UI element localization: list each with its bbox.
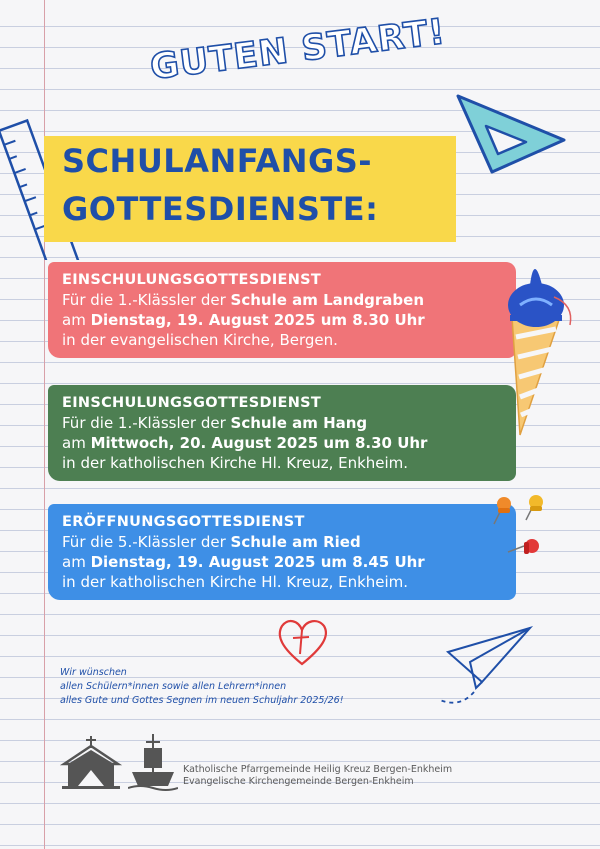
- school-cone-icon: [490, 245, 580, 445]
- service-heading: EINSCHULUNGSGOTTESDIENST: [62, 395, 322, 411]
- service-audience: Für die 1.-Klässler der Schule am Hang: [62, 414, 368, 432]
- paper-plane-icon: [430, 622, 540, 712]
- school-name: Schule am Ried: [230, 533, 361, 551]
- school-name: Schule am Landgraben: [230, 291, 425, 309]
- wishes-line-2: allen Schülern*innen sowie allen Lehrern*innen: [60, 681, 287, 692]
- headline-guten-start: GUTEN START!: [148, 12, 448, 88]
- footer-protestant-parish: Evangelische Kirchengemeinde Bergen-Enkheim: [183, 776, 414, 787]
- service-datetime: am Dienstag, 19. August 2025 um 8.30 Uhr: [62, 311, 425, 329]
- service-card-3: [48, 504, 516, 600]
- service-card-2: [48, 385, 516, 481]
- set-square-icon: [452, 88, 572, 178]
- protestant-parish-logo-icon: [128, 732, 178, 792]
- date-time: Mittwoch, 20. August 2025 um 8.30 Uhr: [90, 434, 428, 452]
- service-location: in der katholischen Kirche Hl. Kreuz, Enkheim.: [62, 454, 409, 472]
- push-pins-icon: [486, 494, 556, 564]
- date-time: Dienstag, 19. August 2025 um 8.30 Uhr: [90, 311, 425, 329]
- wishes-line-1: Wir wünschen: [60, 667, 127, 678]
- service-location: in der evangelischen Kirche, Bergen.: [62, 331, 338, 349]
- footer-parishes: [183, 764, 452, 788]
- date-time: Dienstag, 19. August 2025 um 8.45 Uhr: [90, 553, 425, 571]
- wishes-line-3: alles Gute und Gottes Segnen im neuen Schuljahr 2025/26!: [60, 695, 344, 706]
- service-heading: ERÖFFNUNGSGOTTESDIENST: [62, 514, 305, 530]
- service-location: in der katholischen Kirche Hl. Kreuz, Enkheim.: [62, 573, 409, 591]
- wishes-text: [60, 666, 344, 708]
- service-audience: Für die 1.-Klässler der Schule am Landgraben: [62, 291, 425, 309]
- service-datetime: am Mittwoch, 20. August 2025 um 8.30 Uhr: [62, 434, 428, 452]
- heart-cross-icon: [272, 612, 332, 672]
- page-title-line-2: GOTTESDIENSTE:: [62, 190, 379, 228]
- service-audience: Für die 5.-Klässler der Schule am Ried: [62, 533, 361, 551]
- service-card-1: [48, 262, 516, 358]
- catholic-parish-logo-icon: [58, 734, 124, 790]
- service-heading: EINSCHULUNGSGOTTESDIENST: [62, 272, 322, 288]
- footer-catholic-parish: Katholische Pfarrgemeinde Heilig Kreuz Bergen-Enkheim: [183, 764, 453, 775]
- service-datetime: am Dienstag, 19. August 2025 um 8.45 Uhr: [62, 553, 425, 571]
- page-title-line-1: SCHULANFANGS-: [62, 142, 373, 180]
- title-box: [44, 136, 456, 242]
- school-name: Schule am Hang: [230, 414, 368, 432]
